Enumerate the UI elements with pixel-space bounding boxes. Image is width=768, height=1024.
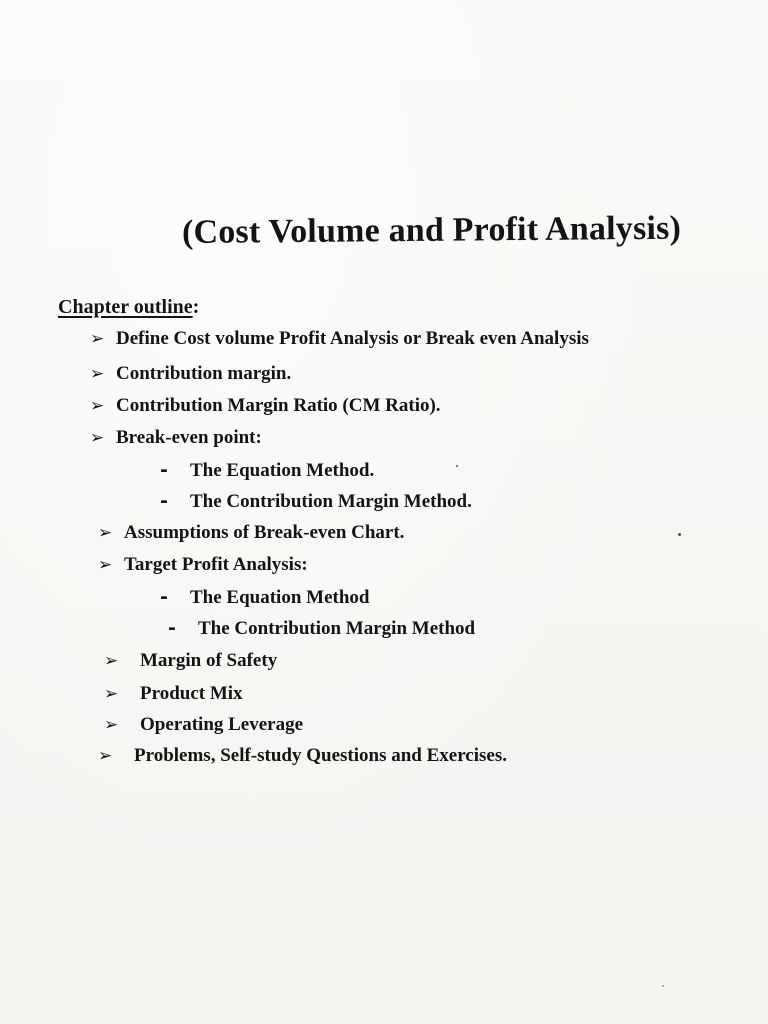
arrow-bullet-icon: ➢ <box>90 428 105 448</box>
outline-subitem-label: The Contribution Margin Method <box>198 618 476 639</box>
outline-item-label: Target Profit Analysis: <box>124 554 308 575</box>
outline-item-label: Define Cost volume Profit Analysis or Break even Analysis <box>116 328 589 349</box>
outline-subitem-label: The Equation Method <box>190 587 370 608</box>
scan-speck <box>662 985 664 987</box>
arrow-bullet-icon: ➢ <box>90 329 105 349</box>
outline-item-label: Contribution Margin Ratio (CM Ratio). <box>116 395 441 416</box>
chapter-outline-colon: : <box>192 296 200 318</box>
outline-item <box>90 363 291 385</box>
scan-speck <box>456 465 458 467</box>
outline-subitem <box>168 617 475 640</box>
outline-subitem <box>160 459 374 482</box>
outline-item <box>104 714 303 736</box>
outline-subitem <box>160 490 472 513</box>
chapter-outline-label: Chapter outline <box>58 296 193 318</box>
outline-item-label: Product Mix <box>140 683 243 704</box>
outline-subitem-label: The Contribution Margin Method. <box>190 491 472 512</box>
outline-item-label: Contribution margin. <box>116 363 292 384</box>
arrow-bullet-icon: ➢ <box>90 396 105 416</box>
outline-item <box>98 522 404 544</box>
arrow-bullet-icon: ➢ <box>98 523 113 543</box>
outline-item <box>104 683 243 705</box>
arrow-bullet-icon: ➢ <box>104 715 119 735</box>
dash-bullet-icon: - <box>160 586 168 608</box>
dash-bullet-icon: - <box>160 490 168 512</box>
outline-item-label: Break-even point: <box>116 427 262 448</box>
outline-item <box>90 427 262 449</box>
outline-item-label: Problems, Self-study Questions and Exercises. <box>134 745 507 766</box>
outline-item <box>90 395 441 417</box>
arrow-bullet-icon: ➢ <box>90 364 105 384</box>
outline-item <box>98 745 507 767</box>
arrow-bullet-icon: ➢ <box>98 746 113 766</box>
outline-item-label: Assumptions of Break-even Chart. <box>124 522 405 543</box>
outline-subitem <box>160 586 369 609</box>
arrow-bullet-icon: ➢ <box>98 555 113 575</box>
arrow-bullet-icon: ➢ <box>104 684 119 704</box>
outline-item <box>104 650 277 672</box>
chapter-outline-heading <box>58 296 199 319</box>
dash-bullet-icon: - <box>160 459 168 481</box>
page-title: (Cost Volume and Profit Analysis) <box>181 209 682 251</box>
outline-item-label: Margin of Safety <box>140 650 278 671</box>
outline-subitem-label: The Equation Method. <box>190 460 375 481</box>
arrow-bullet-icon: ➢ <box>104 651 119 671</box>
outline-item-label: Operating Leverage <box>140 714 304 735</box>
outline-item <box>90 328 589 350</box>
dash-bullet-icon: - <box>168 617 176 639</box>
outline-item <box>98 554 308 576</box>
scan-speck <box>678 533 681 536</box>
